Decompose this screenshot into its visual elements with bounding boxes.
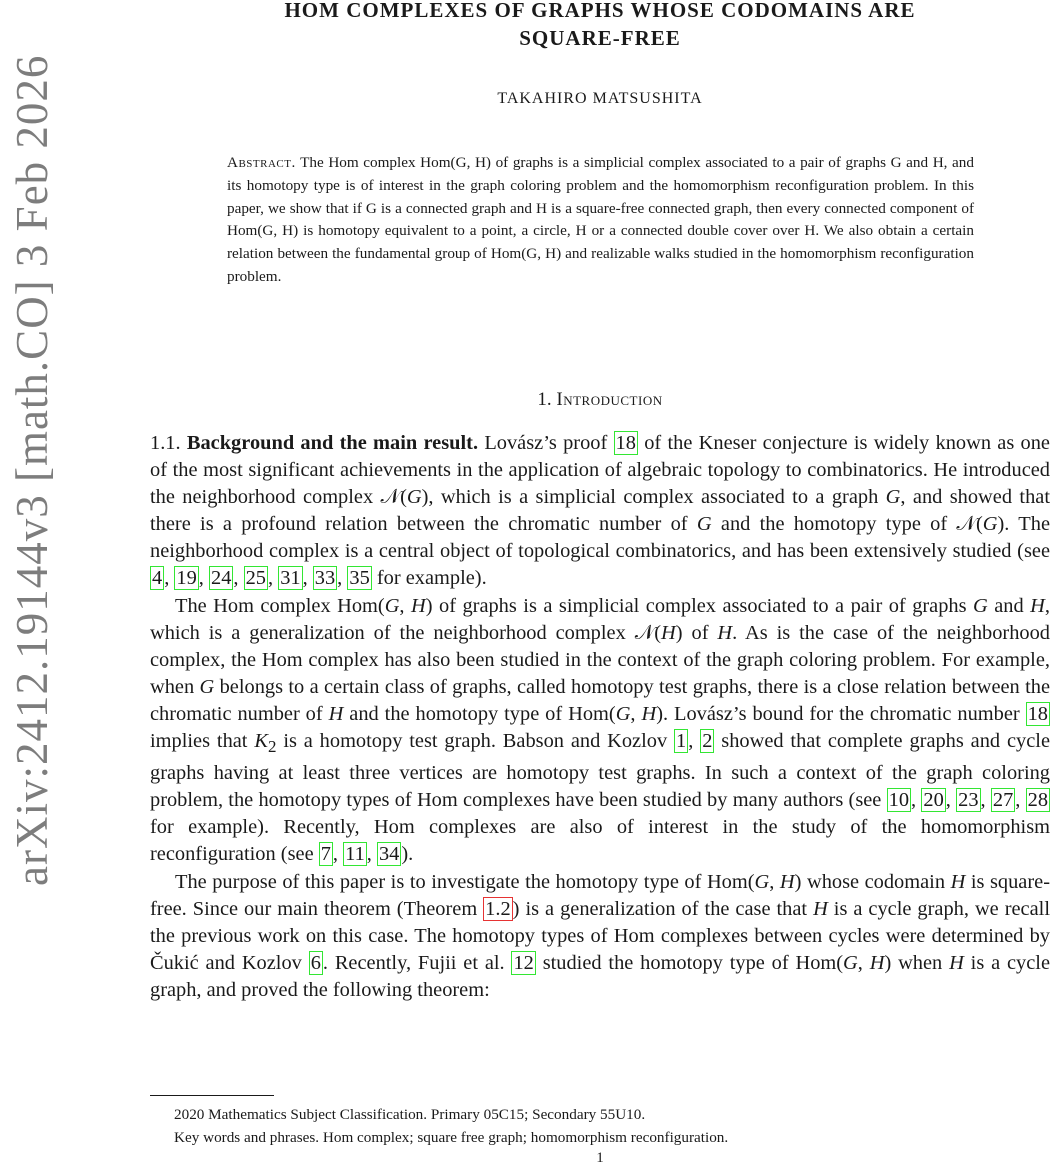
citation-link[interactable]: 34 <box>378 843 400 866</box>
footnote-msc: 2020 Mathematics Subject Classification. Primary 05C15; Secondary 55U10. <box>174 1106 646 1123</box>
citation-link[interactable]: 1 <box>676 730 687 753</box>
subsection-title: Background and the main result. <box>186 432 479 454</box>
citation-link[interactable]: 25 <box>245 567 266 590</box>
citation-link[interactable]: 23 <box>958 789 979 812</box>
abstract-text: The Hom complex Hom(G, H) of graphs is a simplicial complex associated to a pair of graphs G and H, and its homotopy type is of interest in the graph coloring problem and the homomorphism reconfiguration problem. In this paper, we show that if G is a connected graph and H is a square-free connected graph, then every connected component of Hom(G, H) is homotopy equivalent to a point, a circle, H or a connected double cover over H. We also obtain a certain relation between the fundamental group of Hom(G, H) and realizable walks studied in the homomorphism reconfiguration problem. <box>227 154 974 285</box>
abstract <box>227 152 974 289</box>
citation-link[interactable]: 18 <box>615 432 636 454</box>
citation-link[interactable]: 10 <box>888 789 910 812</box>
section-number: 1. <box>537 389 552 410</box>
arxiv-id-text: arXiv:2412.19144v3 [math.CO] 3 Feb 2026 <box>7 54 57 886</box>
abstract-label: Abstract. <box>227 154 296 171</box>
theorem-link[interactable]: 1.2 <box>485 897 511 920</box>
citation-link[interactable]: 4 <box>152 567 163 590</box>
footnote-rule <box>150 1095 274 1096</box>
section-title: Introduction <box>556 389 663 410</box>
author-name: TAKAHIRO MATSUSHITA <box>497 90 703 107</box>
citation-link[interactable]: 2 <box>702 730 713 753</box>
citation-link[interactable]: 35 <box>349 567 370 590</box>
footnotes <box>174 1103 1050 1149</box>
citation-link[interactable]: 20 <box>923 789 944 812</box>
footnote-keywords: Key words and phrases. Hom complex; square free graph; homomorphism reconfiguration. <box>174 1129 729 1146</box>
paragraph-1: 1.1. Background and the main result. Lovász’s proof 18 of the Kneser conjecture is widely known as one of the most significant achievements in the application of algebraic topology to combinatorics. He introduced the neighborhood complex 𝒩(G), which is a simplicial complex associated to a graph G, and showed that there is a profound relation between the chromatic number of G and the homotopy type of 𝒩(G). The neighborhood complex is a central object of topological combinatorics, and has been extensively studied (see 4, 19, 24, 25, 31, 33, 35 for example). <box>150 432 1050 590</box>
title-line-2: SQUARE-FREE <box>519 26 681 50</box>
citation-link[interactable]: 31 <box>280 567 301 590</box>
body-text <box>150 430 1050 1004</box>
citation-link[interactable]: 27 <box>992 789 1014 812</box>
citation-link[interactable]: 18 <box>1027 702 1048 725</box>
subsection-number: 1.1. <box>150 432 181 454</box>
citation-link[interactable]: 12 <box>513 951 534 974</box>
citation-link[interactable]: 11 <box>345 843 365 866</box>
citation-link[interactable]: 28 <box>1027 789 1049 812</box>
title-line-1: HOM COMPLEXES OF GRAPHS WHOSE CODOMAINS ARE <box>284 0 916 22</box>
citation-link[interactable]: 33 <box>314 567 336 590</box>
paper-title <box>150 0 1050 52</box>
citation-link[interactable]: 6 <box>310 951 321 974</box>
paragraph-3: The purpose of this paper is to investigate the homotopy type of Hom(G, H) whose codomain H is square-free. Since our main theorem (Theorem 1.2) is a generalization of the case that H is a cycle graph, we recall the previous work on this case. The homotopy types of Hom complexes between cycles were determined by Čukić and Kozlov 6. Recently, Fujii et al. 12 studied the homotopy type of Hom(G, H) when H is a cycle graph, and proved the following theorem: <box>150 870 1050 1001</box>
paragraph-2: The Hom complex Hom(G, H) of graphs is a simplicial complex associated to a pair of graphs G and H, which is a generalization of the neighborhood complex 𝒩(H) of H. As is the case of the neighborhood complex, the Hom complex has also been studied in the context of the graph coloring problem. For example, when G belongs to a certain class of graphs, called homotopy test graphs, there is a close relation between the chromatic number of H and the homotopy type of Hom(G, H). Lovász’s bound for the chromatic number 18 implies that $K_2$ is a homotopy test graph. Babson and Kozlov 1, 2 showed that complete graphs and cycle graphs having at least three vertices are homotopy test graphs. In such a context of the graph coloring problem, the homotopy types of Hom complexes have been studied by many authors (see 10, 20, 23, 27, 28 for example). Recently, Hom complexes are also of interest in the study of the homomorphism reconfiguration (see 7, 11, 34). <box>150 594 1050 866</box>
citation-link[interactable]: 7 <box>320 843 331 866</box>
page-number: 1 <box>596 1150 604 1166</box>
section-heading <box>150 389 1050 411</box>
citation-link[interactable]: 24 <box>211 567 232 590</box>
citation-link[interactable]: 19 <box>176 567 197 590</box>
